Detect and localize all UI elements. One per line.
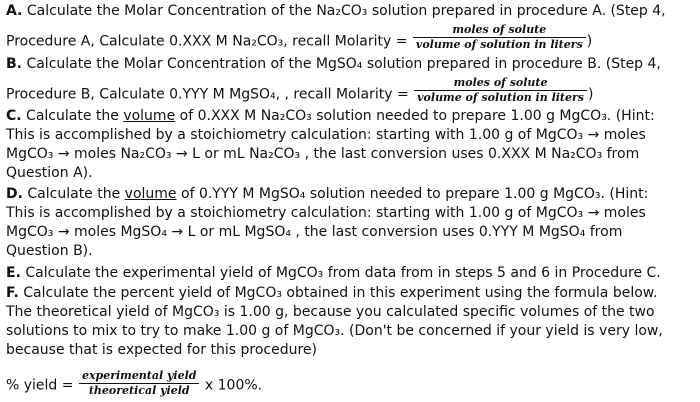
item-a-molarity-fraction: [413, 24, 586, 51]
item-c-line-4: Question A).: [6, 165, 93, 181]
item-b-line-1: [6, 56, 661, 74]
percent-yield-formula: [6, 369, 263, 399]
item-a-close-paren: ): [586, 33, 593, 50]
item-a-frac-denominator: volume of solution in liters: [415, 38, 583, 51]
item-d-line-4: Question B).: [6, 243, 93, 259]
item-f-line-2: The theoretical yield of MgCO₃ is 1.00 g, because you calculated specific volumes of the two: [6, 304, 655, 320]
item-d-line-2: This is accomplished by a stoichiometry calculation: starting with 1.00 g of MgCO₃ → moles: [6, 205, 646, 221]
item-d-text-1a: Calculate the: [27, 186, 125, 202]
item-b-frac-numerator: moles of solute: [414, 77, 587, 91]
item-c-line-3: MgCO₃ → moles Na₂CO₃ → L or mL Na₂CO₃ , the last conversion uses 0.XXX M Na₂CO₃ from: [6, 146, 640, 162]
item-c-text-1a: Calculate the: [26, 108, 124, 124]
item-d-letter: D.: [6, 186, 23, 202]
item-c-line-2: This is accomplished by a stoichiometry calculation: starting with 1.00 g of MgCO₃ → moles: [6, 127, 646, 143]
item-c-letter: C.: [6, 108, 22, 124]
item-c-text-1b: of 0.XXX M Na₂CO₃ solution needed to prepare 1.00 g MgCO₃. (Hint:: [175, 108, 655, 124]
item-f-line-4: because that is expected for this procedure): [6, 342, 318, 358]
item-f-text-1: Calculate the percent yield of MgCO₃ obtained in this experiment using the formula below.: [23, 285, 658, 301]
percent-yield-fraction: [79, 370, 200, 397]
item-a-text-2: Procedure A, Calculate 0.XXX M Na₂CO₃, recall Molarity =: [6, 33, 412, 50]
item-b-letter: B.: [6, 56, 22, 72]
item-b-molarity-fraction: [414, 77, 587, 104]
item-e-text-1: Calculate the experimental yield of MgCO₃ from data from in steps 5 and 6 in Procedure C.: [25, 265, 661, 281]
formula-numerator: experimental yield: [79, 370, 200, 384]
item-b-close-paren: ): [588, 86, 594, 103]
item-c-volume-underlined: volume: [123, 108, 176, 124]
item-d-line-1: [6, 186, 648, 204]
item-f-line-3: solutions to mix to try to make 1.00 g of MgCO₃. (Don't be concerned if your yield is very low,: [6, 323, 663, 339]
item-a-line-2: [6, 23, 593, 55]
item-f-line-1: [6, 285, 657, 303]
item-a-frac-numerator: moles of solute: [413, 24, 586, 38]
formula-denominator: theoretical yield: [88, 384, 190, 397]
item-b-frac-denominator: volume of solution in liters: [417, 91, 584, 104]
formula-suffix: x 100%.: [200, 377, 263, 394]
item-a-text-1: Calculate the Molar Concentration of the Na₂CO₃ solution prepared in procedure A. (Step 4,: [26, 3, 666, 19]
item-d-volume-underlined: volume: [124, 186, 177, 202]
item-e-letter: E.: [6, 265, 21, 281]
item-c-line-1: [6, 108, 655, 126]
item-d-text-1b: of 0.YYY M MgSO₄ solution needed to prepare 1.00 g MgCO₃. (Hint:: [176, 186, 649, 202]
item-a-letter: A.: [6, 3, 23, 19]
item-f-letter: F.: [6, 285, 19, 301]
item-a-line-1: [6, 3, 666, 21]
item-e-line-1: [6, 265, 661, 283]
item-d-line-3: MgCO₃ → moles MgSO₄ → L or mL MgSO₄ , the last conversion uses 0.YYY M MgSO₄ from: [6, 224, 623, 240]
item-b-text-1: Calculate the Molar Concentration of the MgSO₄ solution prepared in procedure B. (Step 4,: [26, 56, 661, 72]
item-b-line-2: [6, 76, 594, 108]
formula-prefix: % yield =: [6, 377, 78, 394]
item-b-text-2: Procedure B, Calculate 0.YYY M MgSO₄, , recall Molarity =: [6, 86, 414, 103]
